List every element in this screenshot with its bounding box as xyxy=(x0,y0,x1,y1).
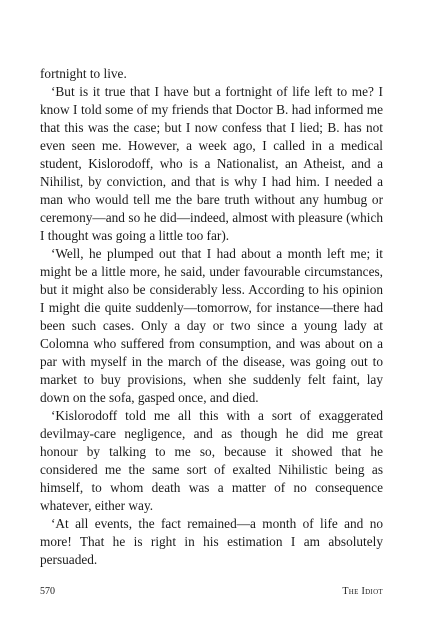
paragraph-1: fortnight to live. xyxy=(40,66,127,81)
paragraph-5: ‘At all events, the fact remained—a month of life and no more! That he is right in his estimation I am absolutely persuaded. xyxy=(40,516,383,567)
body-text xyxy=(40,65,383,569)
page-footer xyxy=(40,586,383,600)
page-number: 570 xyxy=(40,586,55,597)
paragraph-3: ‘Well, he plumped out that I had about a month left me; it might be a little more, he said, under favourable circumstances, but it might also be considerably less. According to his opinion I might die quite suddenly—tomorrow, for instance—there had been such cases. Only a day or two since a young lady at Colomna who suffered from consumption, and was about on a par with myself in the march of the disease, was going out to market to buy provisions, when she suddenly felt faint, lay down on the sofa, gasped once, and died. xyxy=(40,246,383,405)
running-title: The Idiot xyxy=(342,586,383,597)
paragraph-2: ‘But is it true that I have but a fortnight of life left to me? I know I told some of my friends that Doctor B. had informed me that this was the case; but I now confess that I lied; B. has not even seen me. However, a week ago, I called in a medical student, Kislorodoff, who is a Nationalist, an Atheist, and a Nihilist, by conviction, and that is why I had him. I needed a man who would tell me the bare truth without any humbug or ceremony—and so he did—indeed, almost with pleasure (which I thought was going a little too far). xyxy=(40,84,383,243)
paragraph-4: ‘Kislorodoff told me all this with a sort of exaggerated devilmay-care negligence, and as though he did me great honour by talking to me so, because it showed that he considered me the same sort of exalted Nihilistic being as himself, to whom death was a matter of no consequence whatever, either way. xyxy=(40,408,383,513)
